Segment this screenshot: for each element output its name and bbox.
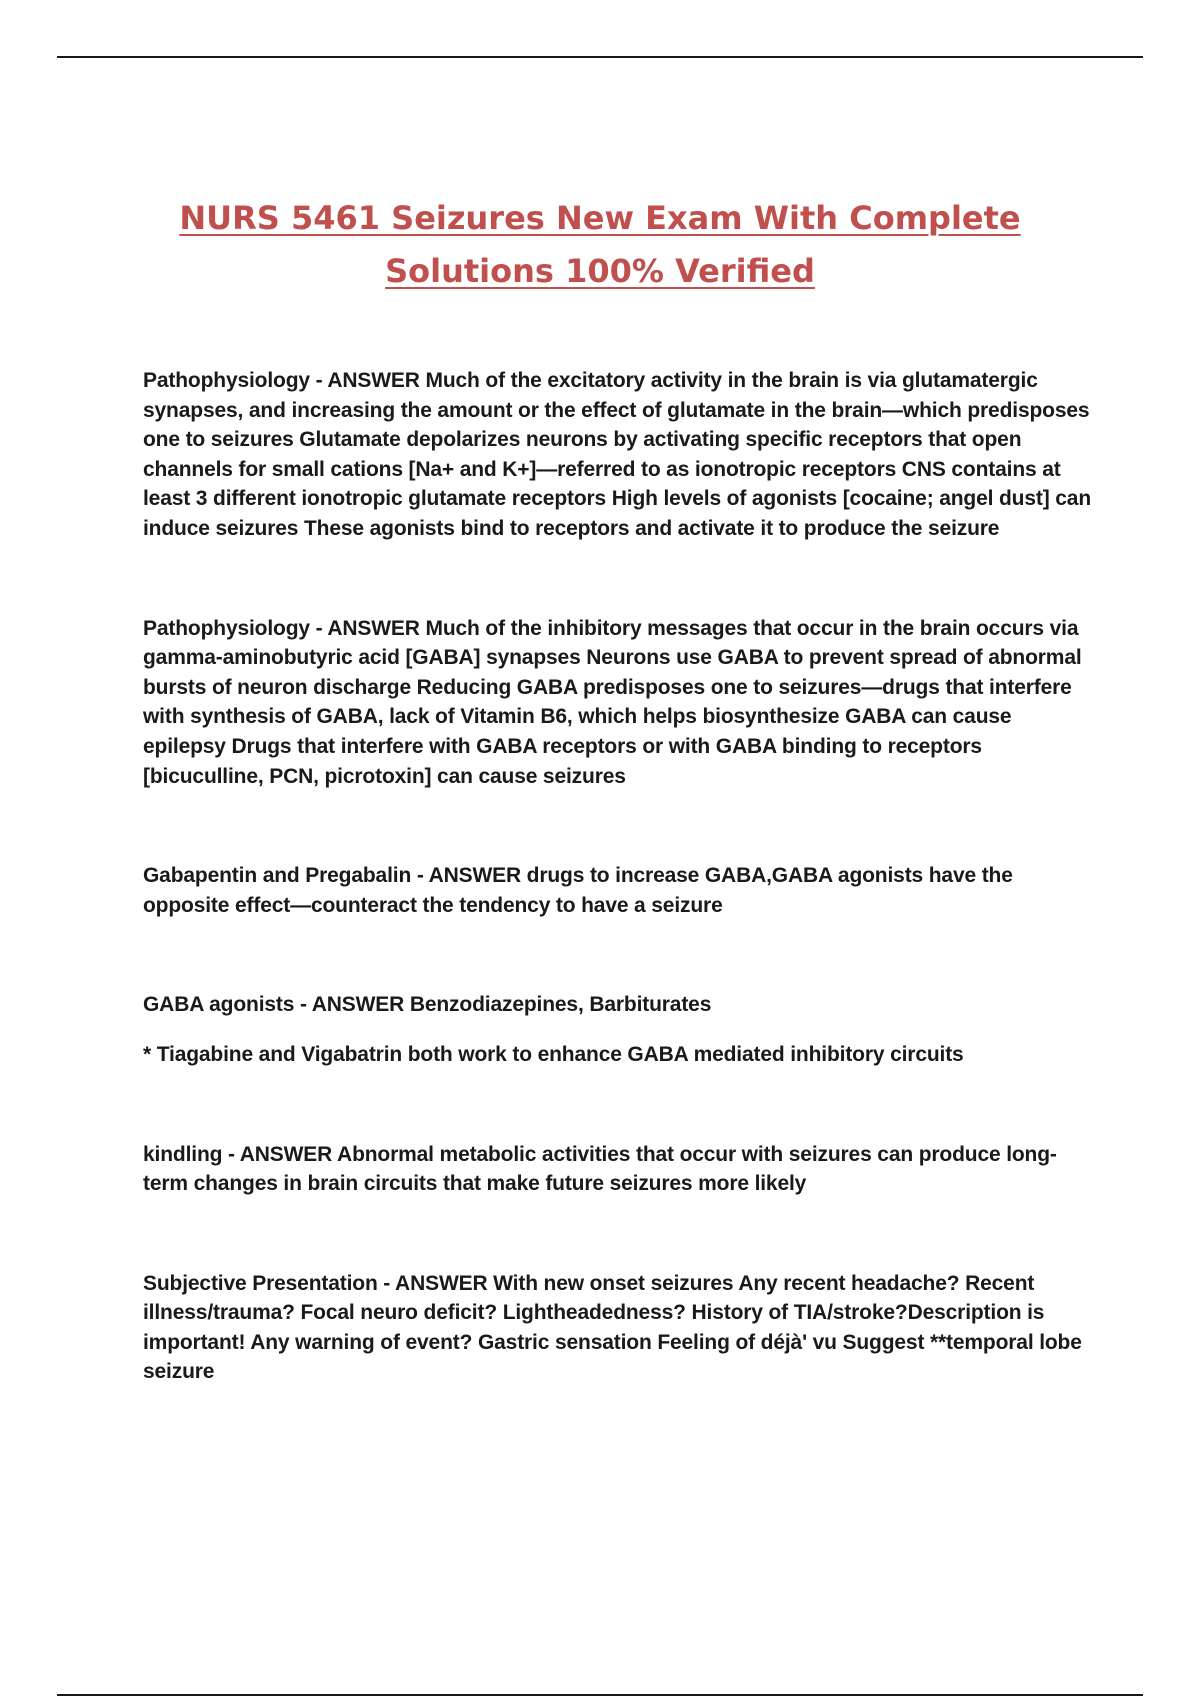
top-divider [57, 56, 1143, 58]
document-title [100, 192, 1100, 298]
bottom-divider [57, 1694, 1143, 1696]
qa-entry-gaba: Pathophysiology - ANSWER Much of the inhibitory messages that occur in the brain occurs via gamma-aminobutyric acid [GABA] synapses Neurons use GABA to prevent spread of abnormal bursts of neuron discharge Reducing GABA predisposes one to seizures—drugs that interfere with synthesis of GABA, lack of Vitamin B6, which helps biosynthesize GABA can cause epilepsy Drugs that interfere with GABA receptors or with GABA binding to receptors [bicuculline, PCN, picrotoxin] can cause seizures [143, 616, 1082, 788]
qa-entry-subjective: Subjective Presentation - ANSWER With new onset seizures Any recent headache? Recent illness/trauma? Focal neuro deficit? Lightheadedness? History of TIA/stroke?Description is important! Any warning of event? Gastric sensation Feeling of déjà' vu Suggest **temporal lobe seizure [143, 1271, 1082, 1384]
title-line-1: NURS 5461 Seizures New Exam With Complete [179, 199, 1021, 237]
qa-entry-glutamate: Pathophysiology - ANSWER Much of the excitatory activity in the brain is via glutamatergic synapses, and increasing the amount or the effect of glutamate in the brain—which predisposes one to seizures Glutamate depolarizes neurons by activating specific receptors that open channels for small cations [Na+ and K+]—referred to as ionotropic receptors CNS contains at least 3 different ionotropic glutamate receptors High levels of agonists [cocaine; angel dust] can induce seizures These agonists bind to receptors and activate it to produce the seizure [143, 369, 1091, 540]
qa-entry-gaba-agonists: GABA agonists - ANSWER Benzodiazepines, Barbiturates [143, 993, 712, 1017]
qa-entry-gabapentin: Gabapentin and Pregabalin - ANSWER drugs to increase GABA,GABA agonists have the opposite effect—counteract the tendency to have a seizure [143, 864, 1013, 917]
qa-entry-kindling: kindling - ANSWER Abnormal metabolic activities that occur with seizures can produce long-term changes in brain circuits that make future seizures more likely [143, 1142, 1057, 1196]
qa-list [143, 366, 1098, 1387]
title-line-2: Solutions 100% Verified [385, 252, 815, 290]
qa-entry-note: * Tiagabine and Vigabatrin both work to enhance GABA mediated inhibitory circuits [143, 1042, 964, 1066]
